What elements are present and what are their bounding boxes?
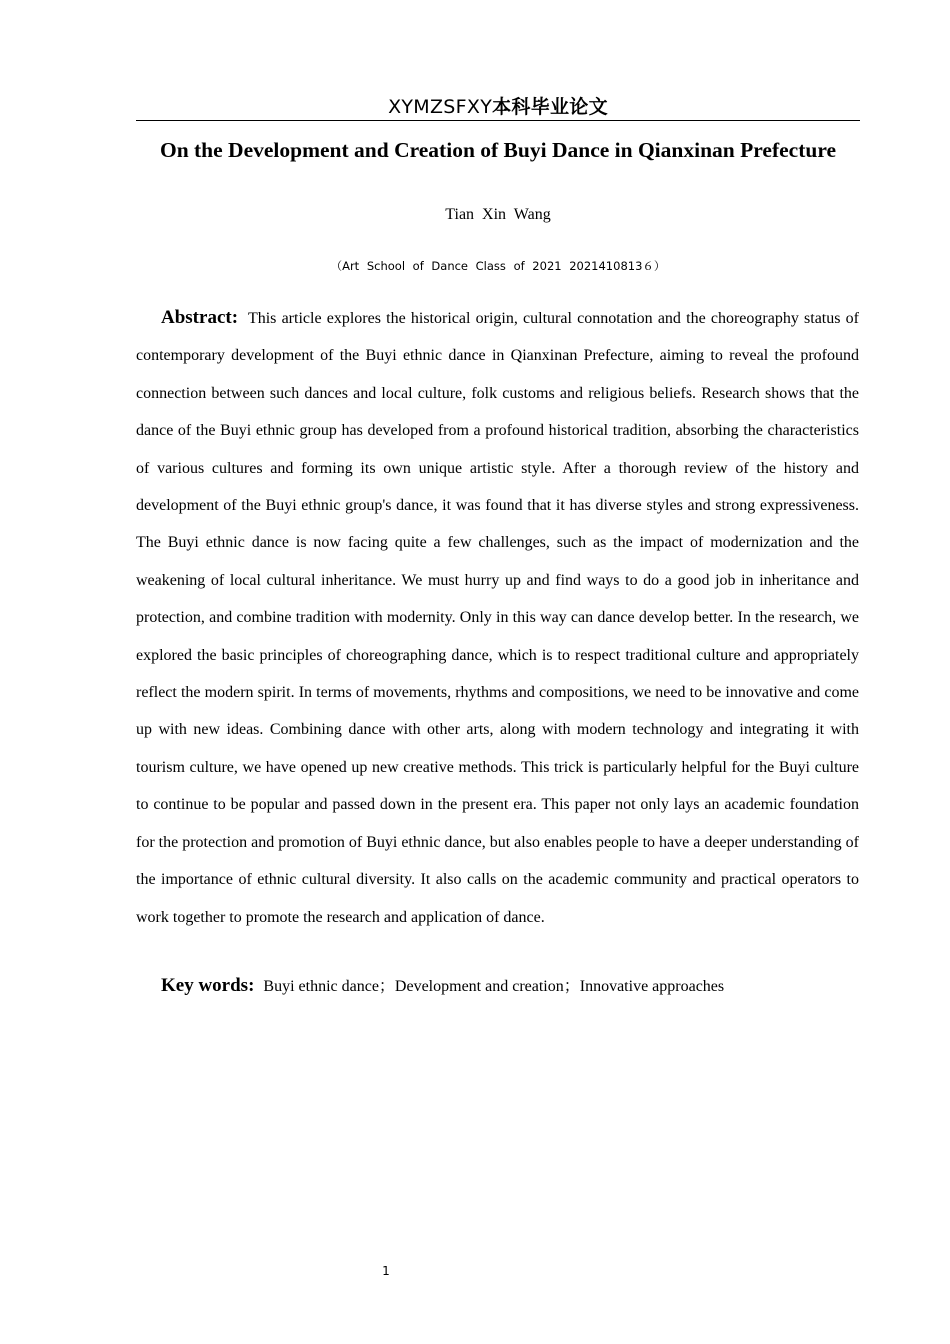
- page-number: 1: [382, 1264, 390, 1278]
- keywords-paragraph: [136, 969, 859, 1004]
- keywords-text: Buyi ethnic dance；Development and creation；Innovative approaches: [263, 978, 725, 995]
- abstract-paragraph: [136, 299, 859, 936]
- author-name: Tian Xin Wang: [445, 206, 551, 223]
- header-code: XYMZSFXY: [388, 96, 493, 118]
- abstract-text: This article explores the historical origin, cultural connotation and the choreography status of contemporary development of the Buyi ethnic dance in Qianxinan Prefecture, aiming to reveal the profound connection between such dances and local culture, folk customs and religious beliefs. Research shows that the dance of the Buyi ethnic group has developed from a profound historical tradition, absorbing the characteristics of various cultures and forming its own unique artistic style. After a thorough review of the history and development of the Buyi ethnic group's dance, it was found that it has diverse styles and strong expressiveness. The Buyi ethnic dance is now facing quite a few challenges, such as the impact of modernization and the weakening of local cultural inheritance. We must hurry up and find ways to do a good job in inheritance and protection, and combine tradition with modernity. Only in this way can dance develop better. In the research, we explored the basic principles of choreographing dance, which is to respect traditional culture and appropriately reflect the modern spirit. In terms of movements, rhythms and compositions, we need to be innovative and come up with new ideas. Combining dance with other arts, along with modern technology and integrating it with tourism culture, we have opened up new creative methods. This trick is particularly helpful for the Buyi culture to continue to be popular and passed down in the present era. This paper not only lays an academic foundation for the protection and promotion of Buyi ethnic dance, but also enables people to have a deeper understanding of the importance of ethnic cultural diversity. It also calls on the academic community and practical operators to work together to promote the research and application of dance.: [136, 310, 859, 926]
- author-affiliation: （Art School of Dance Class of 2021 2021410813６）: [330, 259, 666, 273]
- abstract-label: Abstract:: [161, 307, 239, 328]
- header-cjk-label: 本科毕业论文: [492, 96, 608, 118]
- keywords-label: Key words:: [161, 975, 255, 996]
- paper-title: On the Development and Creation of Buyi Dance in Qianxinan Prefecture: [159, 138, 837, 162]
- header-rule: [136, 120, 860, 121]
- running-header: [136, 95, 860, 121]
